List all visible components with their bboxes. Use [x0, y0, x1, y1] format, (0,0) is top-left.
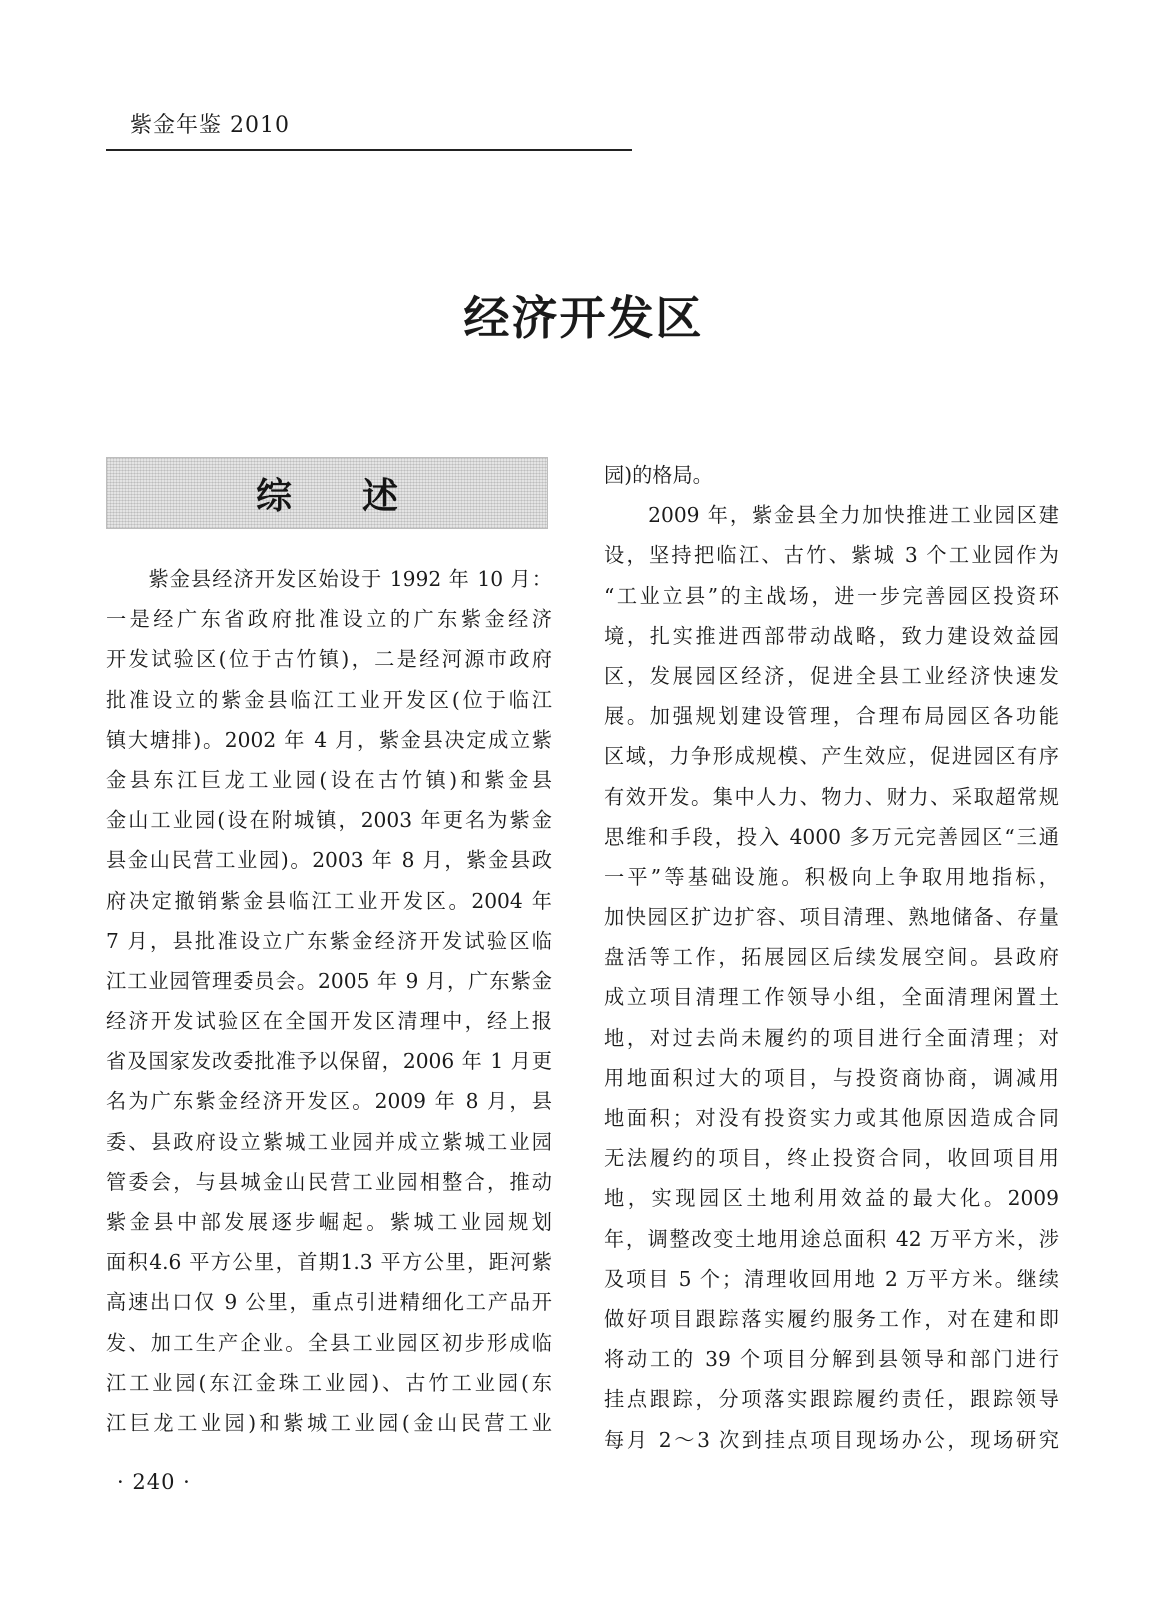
text-line: 年，调整改变土地用途总面积 42 万平方米，涉: [604, 1226, 1059, 1251]
text-line: 做好项目跟踪落实履约服务工作，对在建和即: [604, 1306, 1059, 1331]
text-line: 经济开发试验区在全国开发区清理中，经上报: [106, 1009, 552, 1034]
text-line: 区，发展园区经济，促进全县工业经济快速发: [604, 663, 1059, 688]
text-line: 设，坚持把临江、古竹、紫城 3 个工业园作为: [604, 543, 1059, 568]
right-column: [604, 455, 1059, 1460]
text-line: 成立项目清理工作领导小组，全面清理闲置土: [604, 985, 1059, 1010]
text-line: 地，对过去尚未履约的项目进行全面清理；对: [604, 1025, 1059, 1050]
subheading-text: 综述: [255, 475, 468, 517]
text-line: 地，实现园区土地利用效益的最大化。2009: [604, 1186, 1059, 1211]
text-line: 委、县政府设立紫城工业园并成立紫城工业园: [106, 1129, 552, 1154]
text-line: 发、加工生产企业。全县工业园区初步形成临: [106, 1330, 552, 1355]
text-line: 开发试验区(位于古竹镇)，二是经河源市政府: [106, 647, 552, 672]
text-line: 区域，力争形成规模、产生效应，促进园区有序: [604, 744, 1059, 769]
running-header: 紫金年鉴 2010: [130, 113, 290, 138]
text-line: 紫金县中部发展逐步崛起。紫城工业园规划: [106, 1210, 552, 1234]
text-line: 省及国家发改委批准予以保留，2006 年 1 月更: [106, 1049, 552, 1074]
text-line: 挂点跟踪，分项落实跟踪履约责任，跟踪领导: [604, 1387, 1059, 1412]
text-line: 境，扎实推进西部带动战略，致力建设效益园: [604, 623, 1059, 648]
text-line: 一是经广东省政府批准设立的广东紫金经济: [106, 607, 552, 632]
text-line: 每月 2～3 次到挂点项目现场办公，现场研究: [604, 1427, 1059, 1452]
text-line: 县金山民营工业园)。2003 年 8 月，紫金县政: [106, 848, 552, 873]
header-rule: [106, 149, 632, 151]
text-line: 盘活等工作，拓展园区后续发展空间。县政府: [604, 945, 1059, 970]
text-line: 用地面积过大的项目，与投资商协商，调减用: [604, 1065, 1059, 1090]
text-line: 高速出口仅 9 公里，重点引进精细化工产品开: [106, 1290, 552, 1315]
text-line: 及项目 5 个；清理收回用地 2 万平方米。继续: [604, 1266, 1059, 1291]
text-line: 有效开发。集中人力、物力、财力、采取超常规: [604, 784, 1059, 809]
text-line: 金山工业园(设在附城镇，2003 年更名为紫金: [106, 808, 552, 833]
text-line: 紫金县经济开发区始设于 1992 年 10 月：: [106, 567, 552, 591]
text-line: 江工业园管理委员会。2005 年 9 月，广东紫金: [106, 968, 552, 993]
text-line: 金县东江巨龙工业园(设在古竹镇)和紫金县: [106, 767, 552, 792]
text-line: 批准设立的紫金县临江工业开发区(位于临江: [106, 687, 552, 712]
text-line: 地面积；对没有投资实力或其他原因造成合同: [604, 1106, 1059, 1130]
text-line: 镇大塘排)。2002 年 4 月，紫金县决定成立紫: [106, 727, 552, 752]
text-line: 展。加强规划建设管理，合理布局园区各功能: [604, 704, 1059, 729]
text-line: 面积4.6 平方公里，首期1.3 平方公里，距河紫: [106, 1250, 552, 1275]
text-line: 江巨龙工业园)和紫城工业园(金山民营工业: [106, 1410, 552, 1435]
text-line: 府决定撤销紫金县临江工业开发区。2004 年: [106, 888, 552, 913]
left-column: [106, 559, 552, 1443]
text-line: 名为广东紫金经济开发区。2009 年 8 月，县: [106, 1089, 552, 1114]
page-number: · 240 ·: [117, 1470, 191, 1494]
text-line: 管委会，与县城金山民营工业园相整合，推动: [106, 1169, 552, 1194]
subheading-box: [106, 457, 548, 529]
text-line: 园)的格局。: [604, 463, 713, 487]
text-line: 江工业园(东江金珠工业园)、古竹工业园(东: [106, 1370, 552, 1395]
text-line: 无法履约的项目，终止投资合同，收回项目用: [604, 1146, 1059, 1171]
text-line: 7 月，县批准设立广东紫金经济开发试验区临: [106, 928, 552, 953]
text-line: 一平”等基础设施。积极向上争取用地指标，: [604, 864, 1059, 889]
text-line: 思维和手段，投入 4000 多万元完善园区“三通: [604, 824, 1059, 849]
text-line: 将动工的 39 个项目分解到县领导和部门进行: [604, 1347, 1059, 1372]
text-line: “工业立县”的主战场，进一步完善园区投资环: [604, 583, 1059, 608]
text-line: 2009 年，紫金县全力加快推进工业园区建: [604, 503, 1059, 528]
text-line: 加快园区扩边扩容、项目清理、熟地储备、存量: [604, 905, 1059, 930]
section-title: 经济开发区: [463, 291, 704, 345]
